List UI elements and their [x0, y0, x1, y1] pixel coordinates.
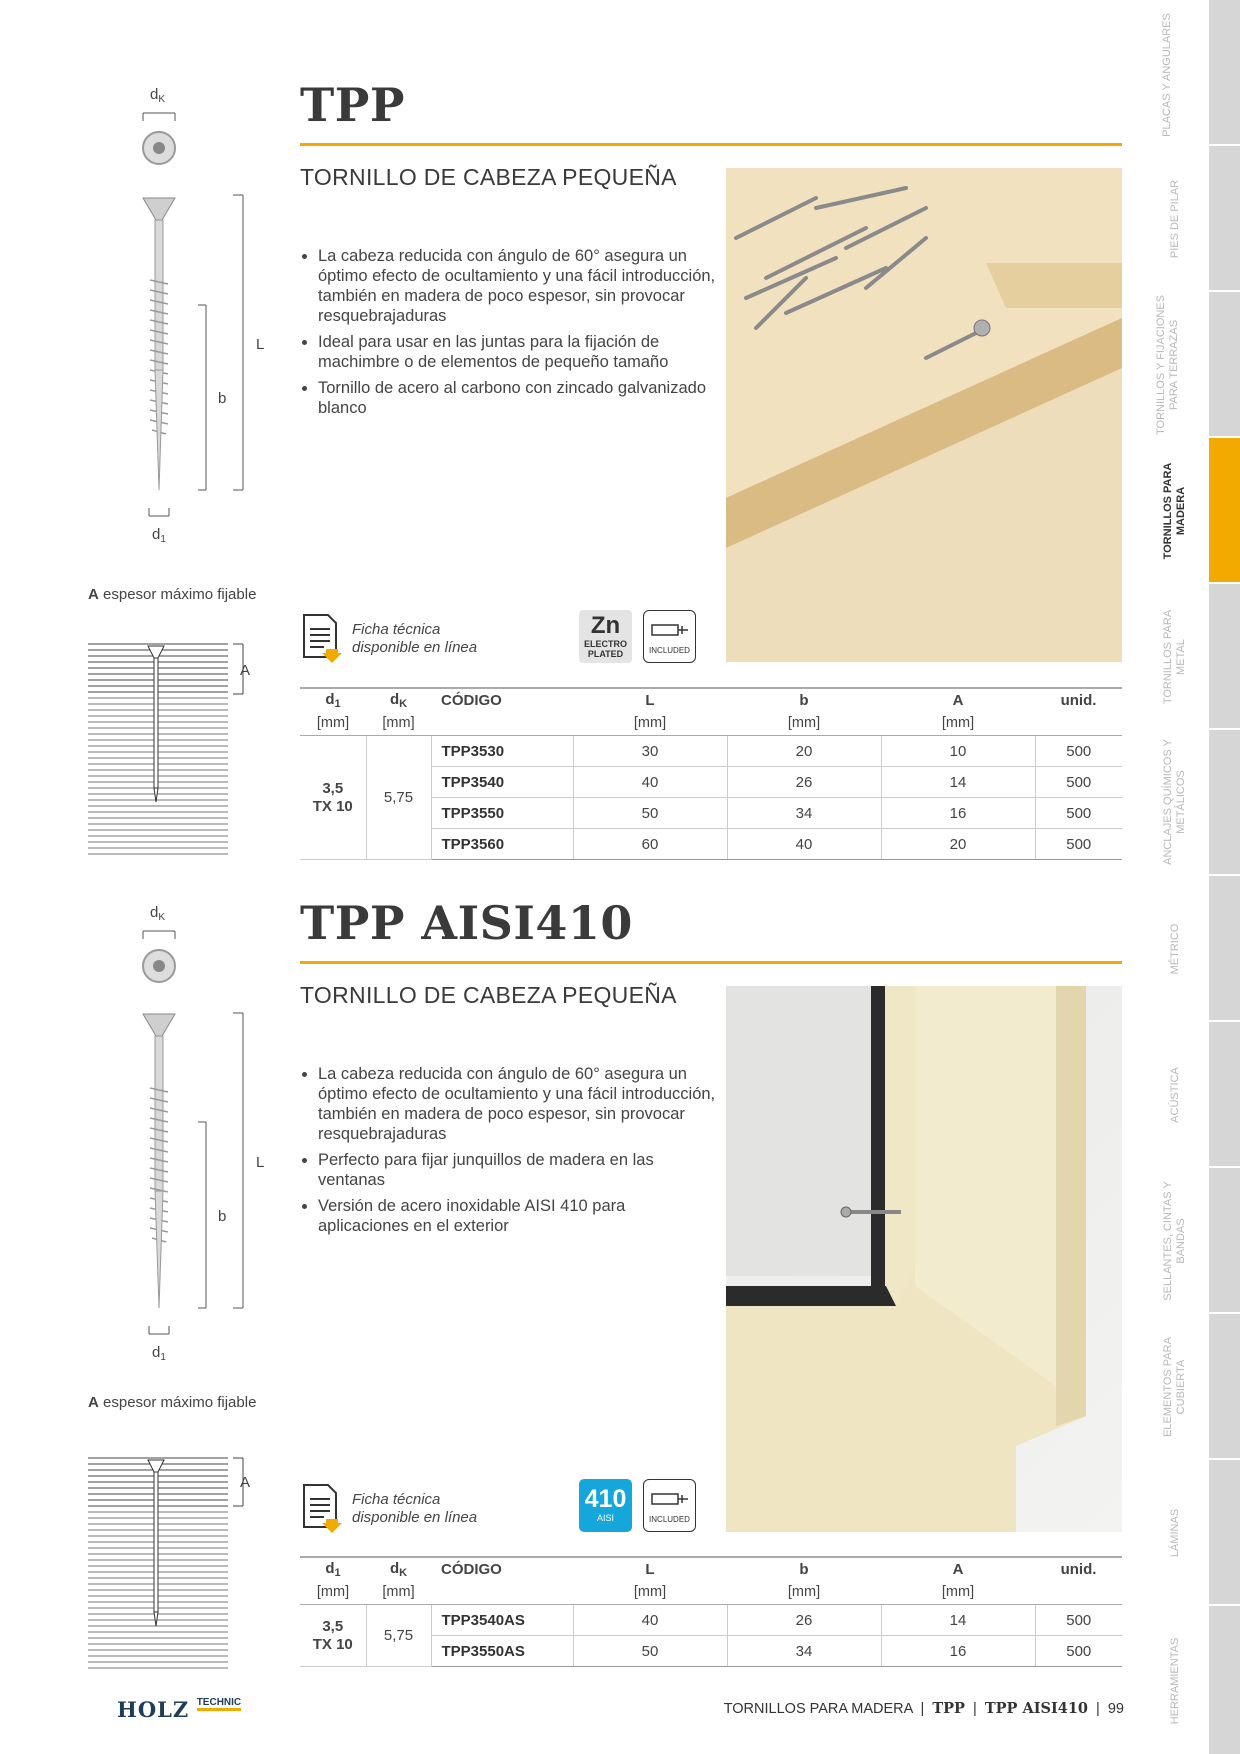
screw-diagram: [90, 898, 280, 1368]
label-d1: $d_1$: [152, 526, 166, 545]
label-A-diagram: A: [240, 1474, 251, 1491]
group-d1: 3,5 TX 10: [300, 1605, 366, 1667]
sidebar-tab-placas[interactable]: [1209, 0, 1240, 144]
table-row: TPP3560 60 40 20 500: [300, 829, 1122, 860]
feature-item: • La cabeza reducida con ángulo de 60° asegura un óptimo efecto de ocultamiento y una fácil introducción, también en madera de poco espesor, sin provocar resquebrajaduras: [318, 246, 718, 326]
sidebar-tab-acustica[interactable]: [1209, 1022, 1240, 1166]
feature-item: • La cabeza reducida con ángulo de 60° asegura un óptimo efecto de ocultamiento y una fácil introducción, también en madera de poco espesor, sin provocar resquebrajaduras: [318, 1064, 718, 1144]
table-row: TPP3550AS 50 34 16 500: [300, 1636, 1122, 1667]
feature-item: • Perfecto para fijar junquillos de madera en las ventanas: [318, 1150, 718, 1190]
ficha-link[interactable]: Ficha técnica disponible en línea: [352, 1491, 478, 1526]
footer-product-1: TPP: [932, 1700, 965, 1717]
unit-row: [mm] [mm] [mm] [mm] [mm]: [300, 1580, 1122, 1605]
sidebar-tab-terrazas[interactable]: [1209, 292, 1240, 436]
zinc-plated-badge: Zn ELECTRO PLATED: [579, 610, 632, 663]
group-dk: 5,75: [366, 1605, 431, 1667]
table-row: TPP3540 40 26 14 500: [300, 767, 1122, 798]
page-footer: TORNILLOS PARA MADERA | TPP | TPP AISI410 | 99: [723, 1700, 1124, 1717]
feature-list: [300, 1064, 718, 1242]
sidebar-label: PLACAS Y ANGULARES: [1161, 13, 1173, 137]
sidebar-label: PIES DE PILAR: [1169, 179, 1181, 259]
header-b: b: [799, 691, 809, 709]
header-b: b: [799, 1560, 809, 1578]
header-unid: unid.: [1060, 1560, 1097, 1578]
espesor-label: espesor máximo fijable: [103, 586, 257, 603]
table-header: [300, 1557, 1122, 1580]
header-L: L: [645, 1560, 655, 1578]
header-unid: unid.: [1060, 691, 1097, 709]
feature-item: • Versión de acero inoxidable AISI 410 para aplicaciones en el exterior: [318, 1196, 718, 1236]
product-photo: [726, 986, 1122, 1532]
label-L: L: [256, 1154, 265, 1171]
header-d1: $d_1$: [325, 1559, 341, 1579]
bit-included-badge: INCLUDED: [643, 610, 696, 663]
bit-included-badge: INCLUDED: [643, 1479, 696, 1532]
sidebar-tab-madera[interactable]: [1209, 438, 1240, 582]
photo-illustration: [726, 986, 1122, 1532]
header-A: A: [952, 691, 964, 709]
ficha-link[interactable]: Ficha técnica disponible en línea: [352, 621, 478, 656]
label-b: b: [218, 1208, 227, 1225]
label-dk: $d_K$: [150, 86, 166, 105]
feature-item: • Tornillo de acero al carbono con zincado galvanizado blanco: [318, 378, 718, 418]
table-header: [300, 688, 1122, 711]
bit-icon: [648, 619, 692, 641]
section-title: TPP AISI410: [300, 896, 633, 950]
sidebar-label: ANCLAJES QUÍMICOS Y METÁLICOS: [1162, 739, 1187, 865]
bit-icon: [648, 1488, 692, 1510]
sidebar-label: MÉTRICO: [1169, 923, 1181, 975]
espesor-label: espesor máximo fijable: [103, 1394, 257, 1411]
sidebar-tab-laminas[interactable]: [1209, 1460, 1240, 1604]
section-title: TPP: [300, 78, 405, 132]
sidebar-label: ACÚSTICA: [1169, 1067, 1181, 1123]
sidebar-label: HERRAMIENTAS: [1169, 1637, 1181, 1725]
header-L: L: [645, 691, 655, 709]
feature-item: • Ideal para usar en las juntas para la fijación de machimbre o de elementos de pequeño tamaño: [318, 332, 718, 372]
sidebar-tab-metrico[interactable]: [1209, 876, 1240, 1020]
brand-logo: HOLZ TECHNIC: [117, 1697, 242, 1722]
section-subtitle: TORNILLO DE CABEZA PEQUEÑA: [300, 164, 677, 190]
label-d1: $d_1$: [152, 1344, 166, 1363]
product-photo: [726, 168, 1122, 662]
table-row: 3,5 TX 10 5,75 TPP3540AS 40 26 14 500: [300, 1605, 1122, 1636]
label-dk: $d_K$: [150, 904, 166, 923]
group-dk: 5,75: [366, 736, 431, 860]
footer-category: TORNILLOS PARA MADERA: [723, 1701, 913, 1717]
feature-list: [300, 246, 718, 424]
label-L: L: [256, 336, 265, 353]
sidebar-tab-anclajes[interactable]: [1209, 730, 1240, 874]
title-rule: [300, 961, 1122, 964]
sidebar-tab-metal[interactable]: [1209, 584, 1240, 728]
header-codigo: CÓDIGO: [441, 691, 502, 709]
header-dk: $d_K$: [389, 1559, 408, 1579]
group-d1: 3,5 TX 10: [300, 736, 366, 860]
unit-row: [mm] [mm] [mm] [mm] [mm]: [300, 711, 1122, 736]
photo-illustration: [726, 168, 1122, 662]
header-d1: $d_1$: [325, 690, 341, 710]
table-row: 3,5 TX 10 5,75 TPP3530 30 20 10 500: [300, 736, 1122, 767]
label-A: A: [88, 1394, 99, 1411]
document-download-icon[interactable]: [300, 611, 342, 663]
section-subtitle: TORNILLO DE CABEZA PEQUEÑA: [300, 982, 677, 1008]
sidebar-tab-sellantes[interactable]: [1209, 1168, 1240, 1312]
aisi410-badge: 410 AISI: [579, 1479, 632, 1532]
sidebar-tab-cubierta[interactable]: [1209, 1314, 1240, 1458]
table-row: TPP3550 50 34 16 500: [300, 798, 1122, 829]
sidebar-label: TORNILLOS Y FIJACIONES PARA TERRAZAS: [1155, 295, 1180, 435]
sidebar-label: LÁMINAS: [1169, 1508, 1181, 1558]
header-codigo: CÓDIGO: [441, 1560, 502, 1578]
spec-table: [300, 687, 1122, 860]
sidebar-tab-herramientas[interactable]: [1209, 1606, 1240, 1754]
spec-table: [300, 1556, 1122, 1667]
sidebar-label: SELLANTES, CINTAS Y BANDAS: [1162, 1181, 1187, 1301]
sidebar-label: TORNILLOS PARA METAL: [1162, 609, 1187, 705]
page-number: 99: [1107, 1701, 1124, 1717]
label-b: b: [218, 390, 227, 407]
header-A: A: [952, 1560, 964, 1578]
sidebar-label: ELEMENTOS PARA CUBIERTA: [1162, 1337, 1187, 1437]
title-rule: [300, 143, 1122, 146]
header-dk: $d_K$: [389, 690, 408, 710]
label-A: A: [88, 586, 99, 603]
footer-product-2: TPP AISI410: [984, 1700, 1089, 1717]
document-download-icon[interactable]: [300, 1481, 342, 1533]
sidebar-tab-pies[interactable]: [1209, 146, 1240, 290]
screw-diagram: [90, 80, 280, 550]
sidebar-label: TORNILLOS PARA MADERA: [1162, 462, 1187, 560]
label-A-diagram: A: [240, 662, 251, 679]
